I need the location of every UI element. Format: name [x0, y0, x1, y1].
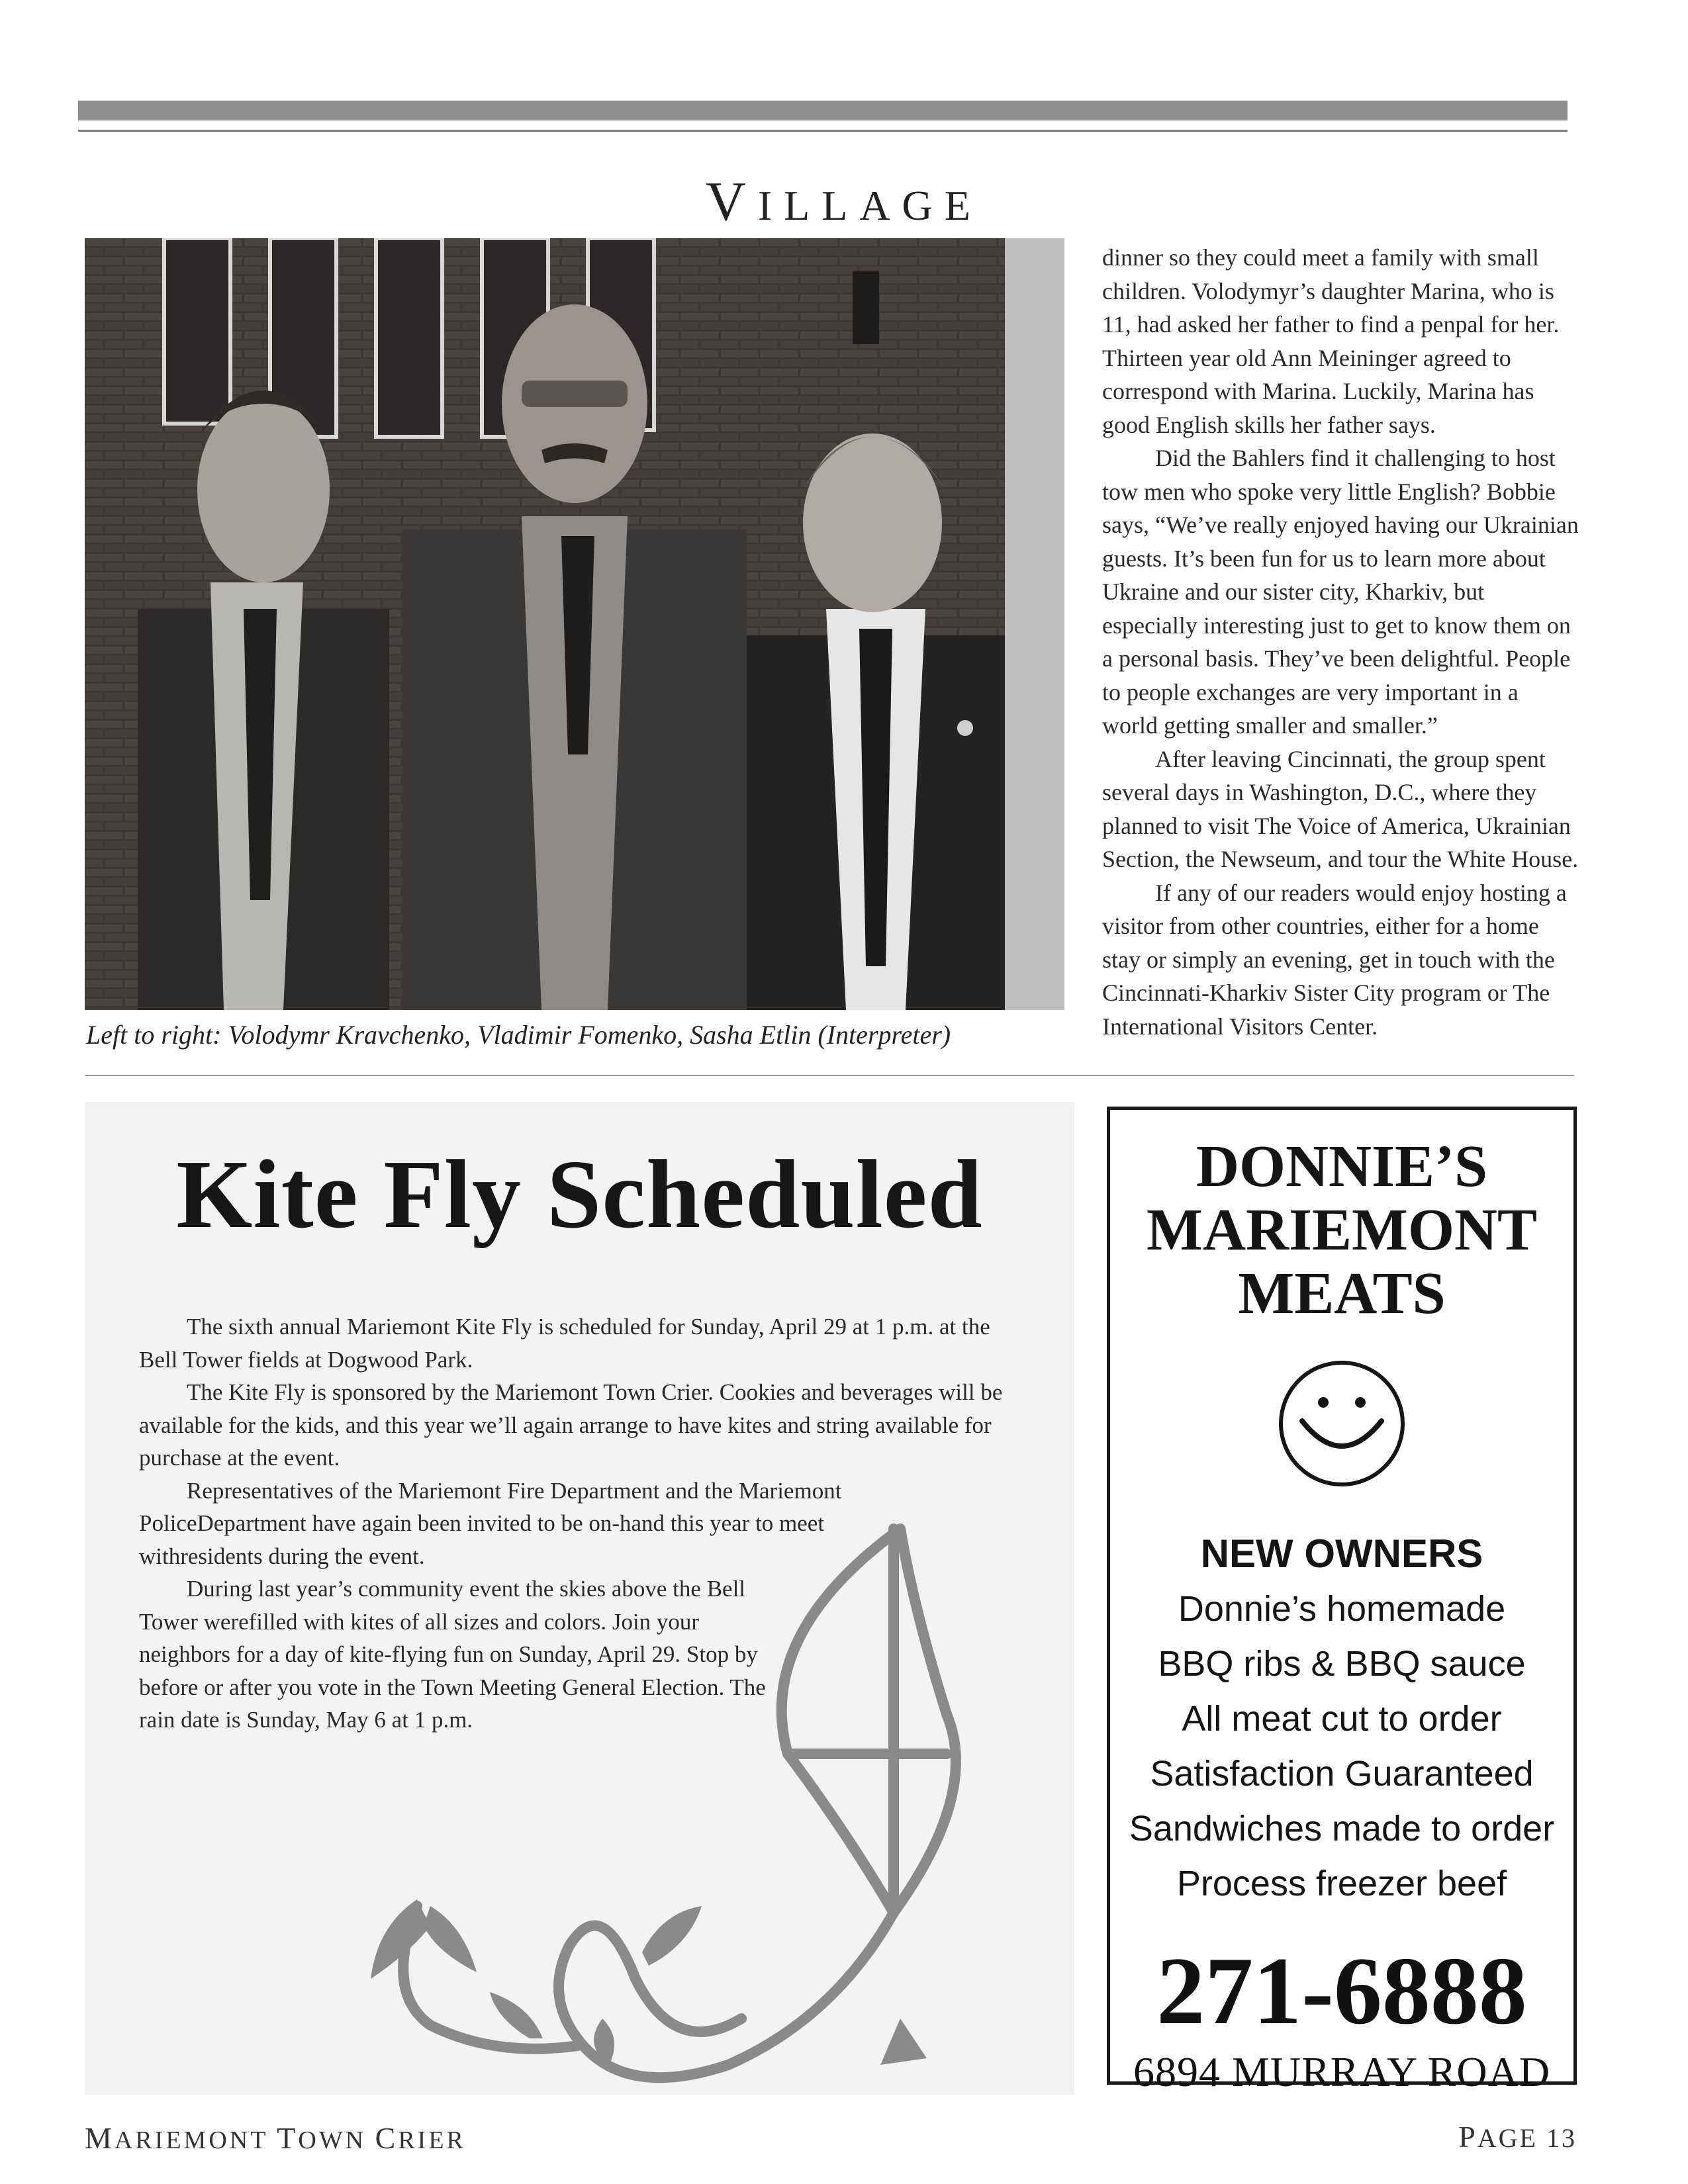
donnies-meats-ad — [1107, 1107, 1577, 2095]
photo-illustration — [85, 238, 1064, 1010]
story-column — [1102, 241, 1579, 1043]
section-divider — [85, 1075, 1574, 1076]
group-photo — [85, 238, 1064, 1010]
ad-offer-item: Process freezer beef — [1176, 1864, 1507, 1903]
photo-caption: Left to right: Volodymr Kravchenko, Vladimir Fomenko, Sasha Etlin (Interpreter) — [86, 1020, 951, 1050]
smiley-face-icon — [1276, 1357, 1408, 1490]
header-rule-bar — [78, 101, 1568, 120]
story-paragraph: After leaving Cincinnati, the group spent several days in Washington, D.C., where they planned to visit The Voice of America, Ukrainian Section, the Newseum, and tour the White House. — [1102, 745, 1579, 872]
ad-business-name: DONNIE’S MARIEMONT MEATS — [1147, 1134, 1537, 1326]
ad-new-owners: NEW OWNERS — [1200, 1531, 1483, 1576]
ad-address: 6894 MURRAY ROAD — [1133, 2048, 1551, 2095]
story-paragraph: dinner so they could meet a family with small children. Volodymyr’s daughter Marina, who is 11, had asked her father to find a penpal for her. Thirteen year old Ann Meininger agreed to correspond with Marina. Luckily, Marina has good English skills her father says. — [1102, 244, 1560, 438]
kite-paragraph: The Kite Fly is sponsored by the Mariemont Town Crier. Cookies and beverages will be available for the kids, and this year we’ll again arrange to have kites and string available for purchase at the event. — [139, 1379, 1003, 1471]
ad-offer-item: BBQ ribs & BBQ sauce — [1158, 1644, 1526, 1684]
ad-offer-item: All meat cut to order — [1182, 1699, 1502, 1739]
kite-article-body — [139, 1310, 1019, 1737]
kite-article-title: Kite Fly Scheduled — [176, 1140, 983, 1249]
kite-paragraph: During last year’s community event the skies above the Bell Tower werefilled with kites of all sizes and colors. Join your neighbors for a day of kite-flying fun on Sunday, April 29. Stop by before or after you vote in the Town Meeting General Election. The rain date is Sunday, May 6 at 1 p.m. — [139, 1576, 766, 1733]
ad-offer-list — [1110, 1582, 1573, 1911]
ad-offer-item: Satisfaction Guaranteed — [1150, 1754, 1534, 1794]
story-paragraph: If any of our readers would enjoy hosting a visitor from other countries, either for a home stay or simply an evening, get in touch with the Cincinnati-Kharkiv Sister City program or The International Visitors Center. — [1102, 879, 1567, 1040]
kite-paragraph: Representatives of the Mariemont Fire Department and the Mariemont PoliceDepartment have again been invited to be on-hand this year to meet withresidents during the event. — [139, 1477, 842, 1569]
ad-offer-item: Donnie’s homemade — [1178, 1589, 1506, 1629]
publication-name: MARIEMONT TOWN CRIER — [85, 2121, 466, 2155]
header-rule-line — [78, 130, 1568, 132]
kite-paragraph: The sixth annual Mariemont Kite Fly is scheduled for Sunday, April 29 at 1 p.m. at the Bell Tower fields at Dogwood Park. — [139, 1314, 990, 1373]
page-number: PAGE 13 — [1458, 2120, 1577, 2154]
section-heading: VILLAGE — [706, 171, 982, 232]
story-paragraph: Did the Bahlers find it challenging to host tow men who spoke very little English? Bobbie says, “We’ve really enjoyed having our Ukrainian guests. It’s been fun for us to learn more about Ukraine and our sister city, Kharkiv, but especially interesting just to get to know them on a personal basis. They’ve been delightful. People to people exchanges are very important in a world getting smaller and smaller.” — [1102, 445, 1579, 739]
ad-phone-number: 271-6888 — [1156, 1937, 1527, 2044]
ad-offer-item: Sandwiches made to order — [1129, 1809, 1555, 1848]
